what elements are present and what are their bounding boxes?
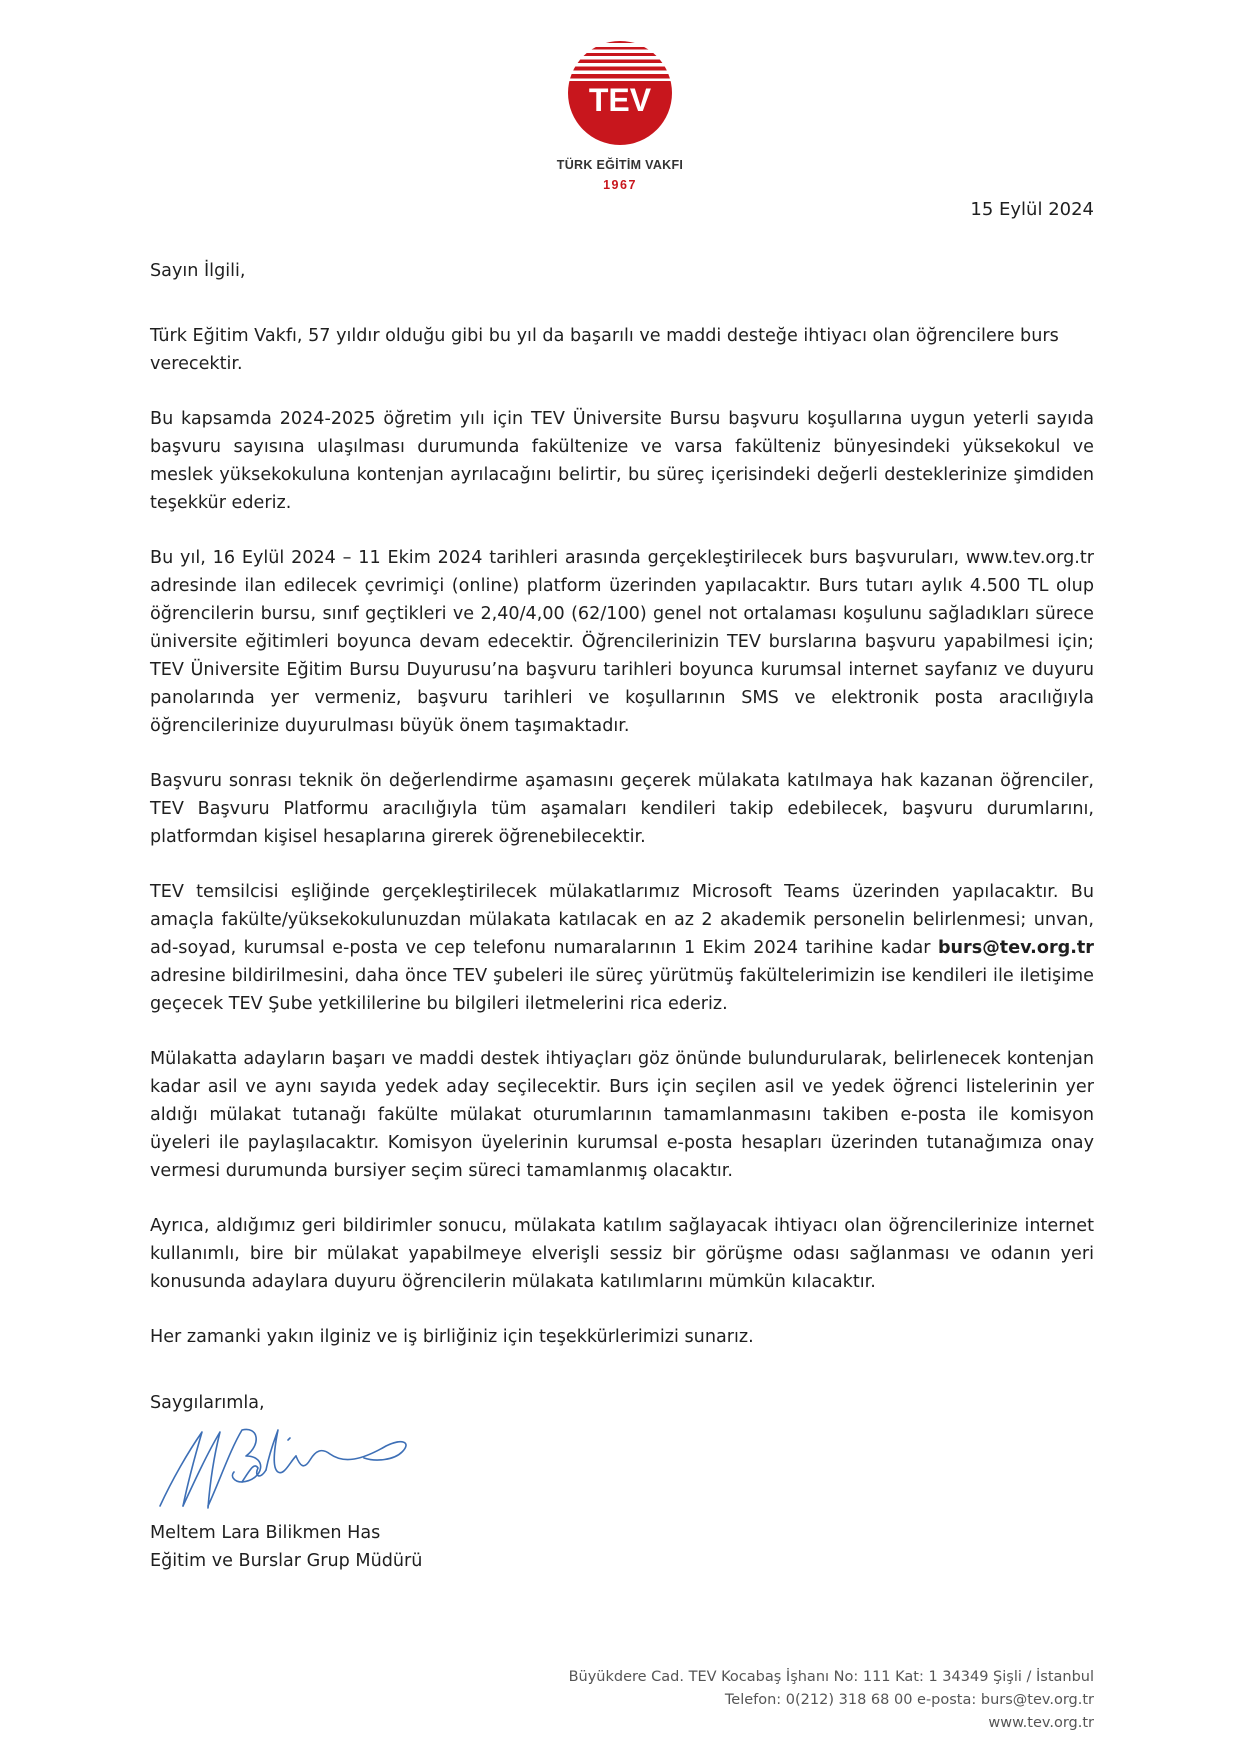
paragraph-1: Türk Eğitim Vakfı, 57 yıldır olduğu gibi bu yıl da başarılı ve maddi desteğe ihtiyacı olan öğrencilere burs verecektir. — [150, 326, 1059, 374]
footer — [569, 1666, 1094, 1735]
signer-name: Meltem Lara Bilikmen Has — [150, 1523, 381, 1543]
paragraph-3: Bu yıl, 16 Eylül 2024 – 11 Ekim 2024 tarihleri arasında gerçekleştirilecek burs başvuruları, www.tev.org.tr adresinde ilan edilecek çevrimiçi (online) platform üzerinden yapılacaktır. Burs tutarı aylık 4.500 TL olup öğrencilerin bursu, sınıf geçtikleri ve 2,40/4,00 (62/100) genel not ortalaması koşulunu sağladıkları sürece üniversite eğitimleri boyunca devam edecektir. Öğrencilerinizin TEV burslarına başvuru yapabilmesi için; TEV Üniversite Eğitim Bursu Duyurusu’na başvuru tarihleri boyunca kurumsal internet sayfanız ve duyuru panolarında yer vermeniz, başvuru tarihleri ve koşullarının SMS ve elektronik posta aracılığıyla öğrencilerinize duyurulması büyük önem taşımaktadır. — [150, 548, 1094, 736]
paragraph-8: Her zamanki yakın ilginiz ve iş birliğiniz için teşekkürlerimizi sunarız. — [150, 1327, 754, 1347]
tev-logo — [540, 38, 700, 198]
contact-email: burs@tev.org.tr — [937, 938, 1094, 958]
paragraph-7: Ayrıca, aldığımız geri bildirimler sonucu, mülakata katılım sağlayacak ihtiyacı olan öğrencilerinize internet kullanımlı, bire bir mülakat yapabilmeye elverişli sessiz bir görüşme odası sağlanması ve odanın yeri konusunda adaylara duyuru öğrencilerin mülakata katılımlarını mümkün kılacaktır. — [150, 1216, 1094, 1292]
letter-date: 15 Eylül 2024 — [970, 199, 1094, 220]
footer-website[interactable]: www.tev.org.tr — [988, 1715, 1094, 1731]
paragraph-6: Mülakatta adayların başarı ve maddi destek ihtiyaçları göz önünde bulundurularak, belirlenecek kontenjan kadar asil ve aynı sayıda yedek aday seçilecektir. Burs için seçilen asil ve yedek öğrenci listelerinin yer aldığı mülakat tutanağı fakülte mülakat oturumlarının tamamlanmasını takiben e-posta ile komisyon üyeleri ile paylaşılacaktır. Komisyon üyelerinin kurumsal e-posta hesapları üzerinden tutanağımıza onay vermesi durumunda bursiyer seçim süreci tamamlanmış olacaktır. — [150, 1049, 1094, 1181]
paragraph-5-before: TEV temsilcisi eşliğinde gerçekleştirilecek mülakatlarımız Microsoft Teams üzerinden yapılacaktır. Bu amaçla fakülte/yüksekokulunuzdan mülakata katılacak en az 2 akademik personelin belirlenmesi; unvan, ad-soyad, kurumsal e-posta ve cep telefonu numaralarının 1 Ekim 2024 tarihine kadar — [150, 882, 1094, 958]
paragraph-5 — [150, 878, 1094, 1018]
tev-logo-emblem — [565, 38, 675, 148]
closing: Saygılarımla, — [150, 1393, 265, 1413]
handwritten-signature — [150, 1410, 450, 1520]
paragraph-2: Bu kapsamda 2024-2025 öğretim yılı için TEV Üniversite Bursu başvuru koşullarına uygun yeterli sayıda başvuru sayısına ulaşılması durumunda fakültenize ve varsa fakülteniz bünyesindeki yüksekokul ve meslek yüksekokuluna kontenjan ayrılacağını belirtir, bu süreç içerisindeki değerli desteklerinize şimdiden teşekkür ederiz. — [150, 409, 1094, 513]
footer-address: Büyükdere Cad. TEV Kocabaş İşhanı No: 111 Kat: 1 34349 Şişli / İstanbul — [568, 1669, 1094, 1685]
paragraph-5-after: adresine bildirilmesini, daha önce TEV şubeleri ile süreç yürütmüş fakültelerimizin ise kendileri ile iletişime geçecek TEV Şube yetkililerine bu bilgileri iletmelerini rica ederiz. — [150, 966, 1094, 1014]
paragraph-4: Başvuru sonrası teknik ön değerlendirme aşamasını geçerek mülakata katılmaya hak kazanan öğrenciler, TEV Başvuru Platformu aracılığıyla tüm aşamaları kendileri takip edebilecek, başvuru durumlarını, platformdan kişisel hesaplarına girerek öğrenebilecektir. — [150, 771, 1094, 847]
signer-title: Eğitim ve Burslar Grup Müdürü — [150, 1551, 423, 1571]
footer-contact: Telefon: 0(212) 318 68 00 e-posta: burs@tev.org.tr — [724, 1692, 1094, 1708]
salutation: Sayın İlgili, — [150, 261, 246, 281]
letter-body — [150, 257, 1094, 1378]
logo-name: TÜRK EĞİTİM VAKFI — [556, 158, 684, 172]
signer-block — [150, 1519, 422, 1575]
tev-logo-mark: TEV — [588, 82, 652, 118]
logo-year: 1967 — [603, 178, 637, 192]
